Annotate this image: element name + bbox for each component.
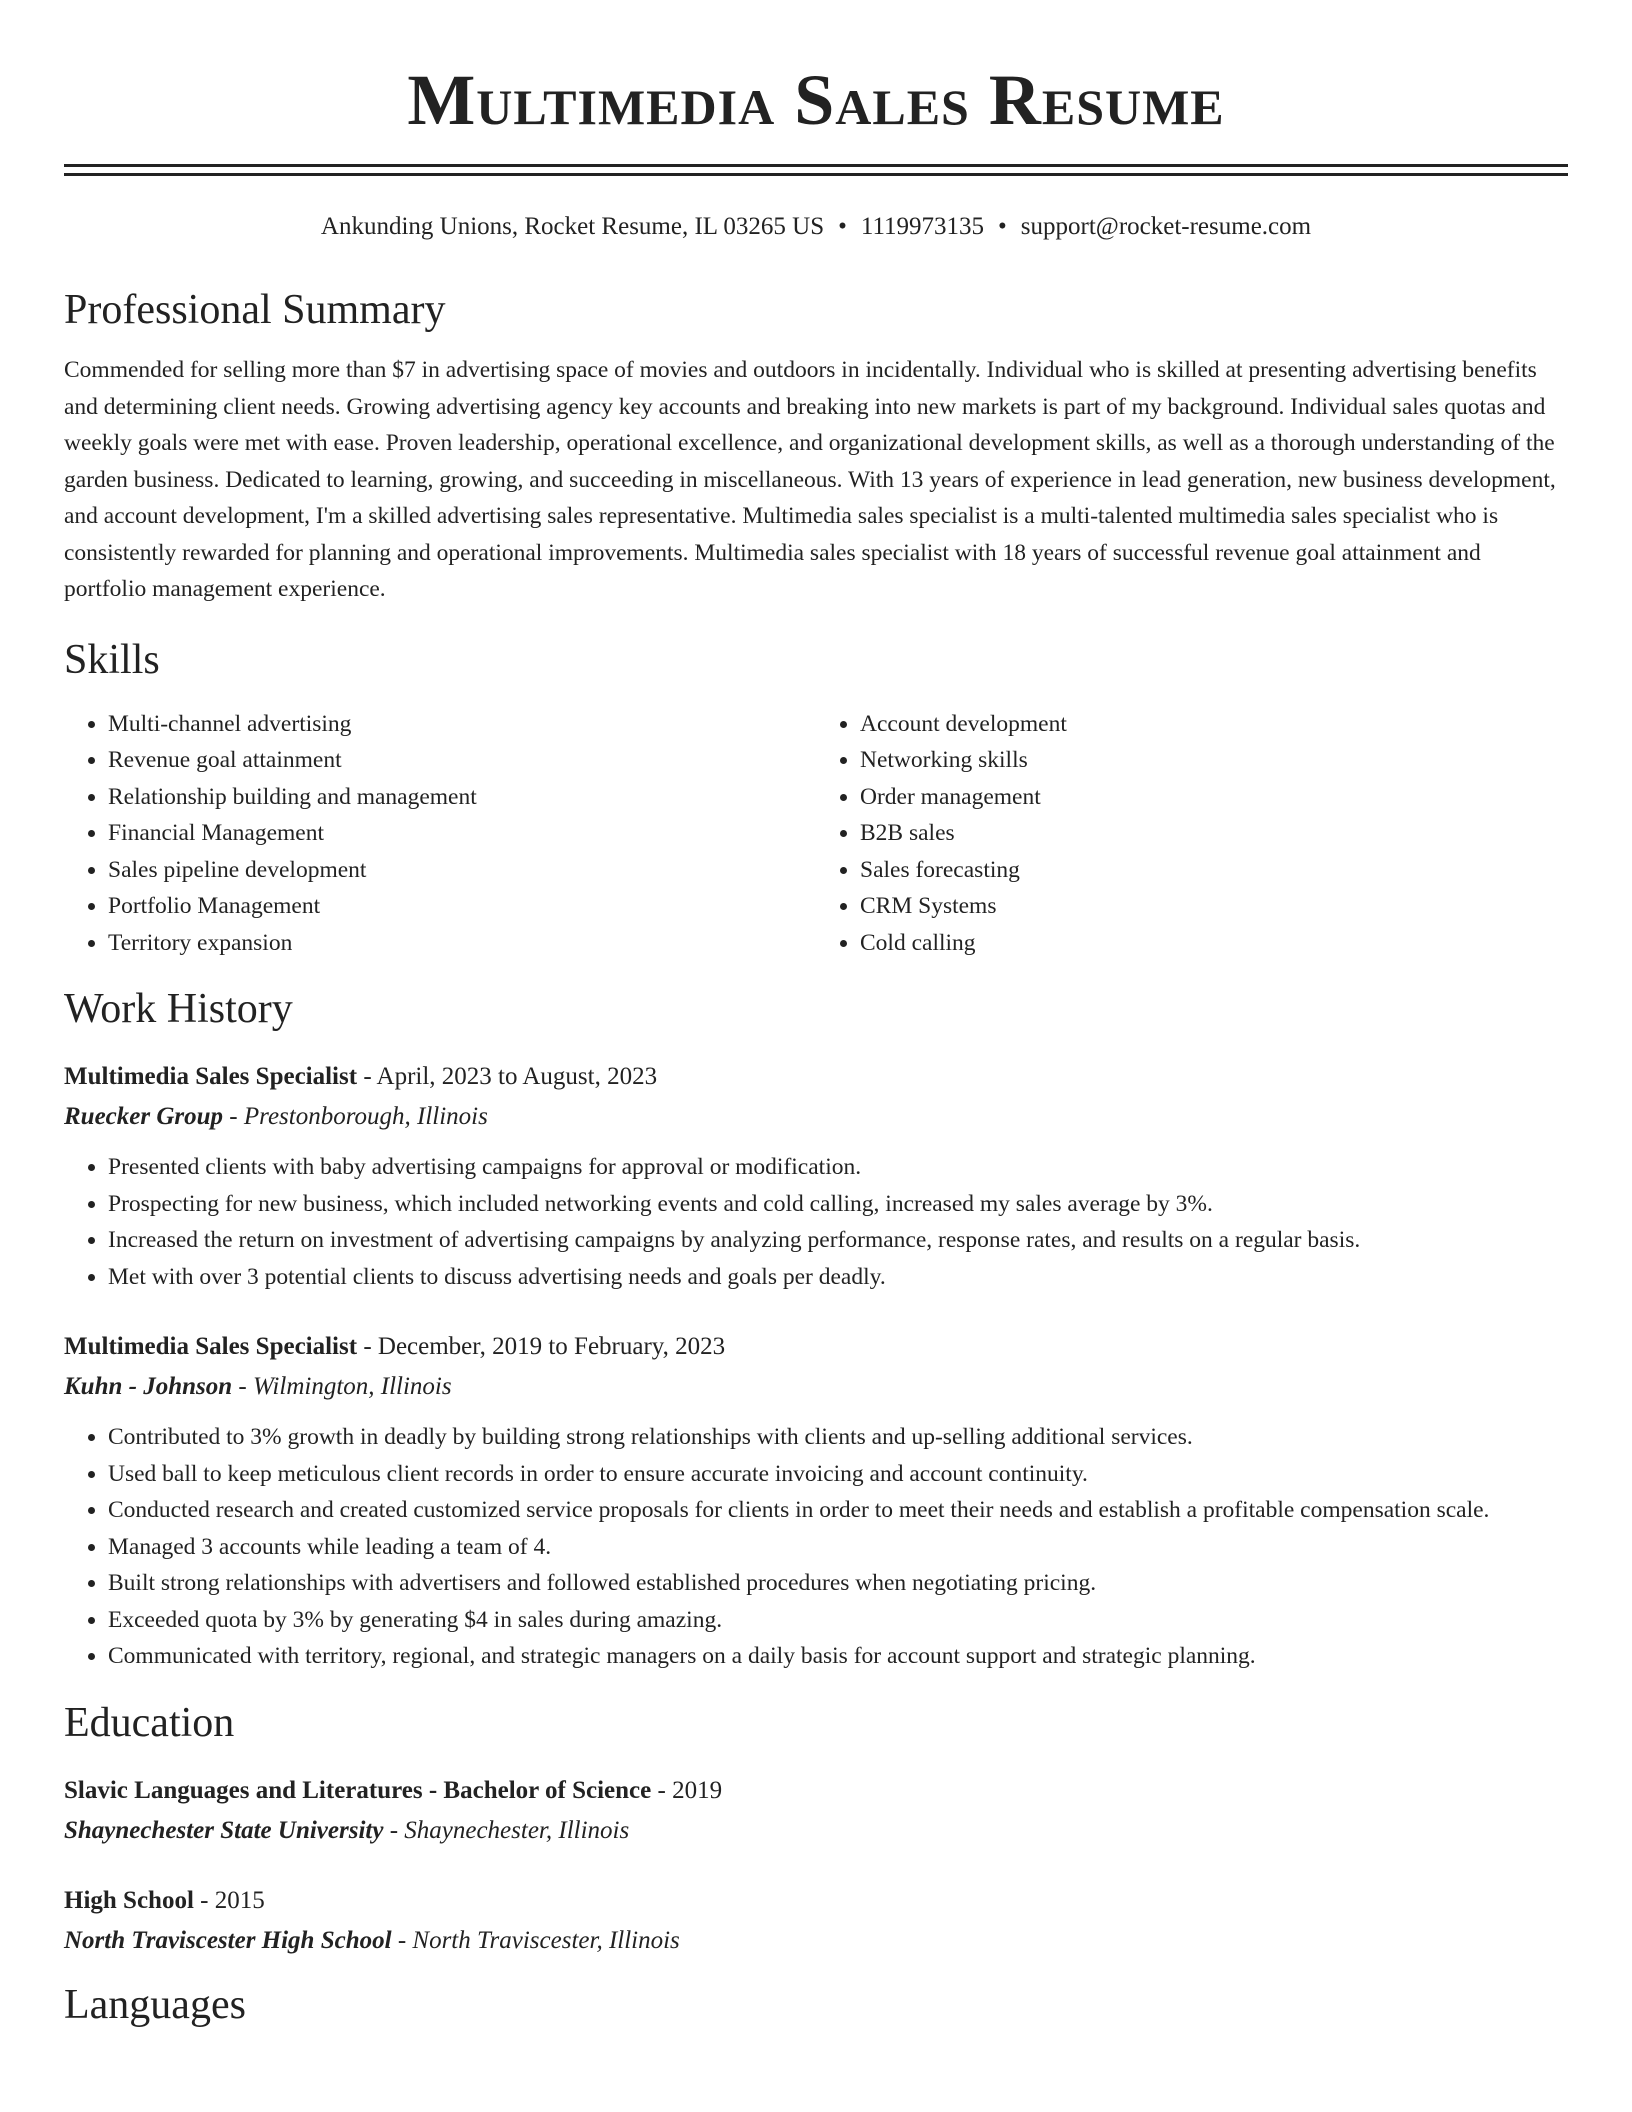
job-bullet: • Managed 3 accounts while leading a team of 4.: [108, 1529, 1568, 1566]
job-company-line: [64, 1369, 1568, 1405]
job-dates: - December, 2019 to February, 2023: [357, 1333, 726, 1360]
education-degree: Slavic Languages and Literatures - Bachelor of Science: [64, 1776, 652, 1804]
summary-text: Commended for selling more than $7 in advertising space of movies and outdoors in incidentally. Individual who is skilled at presenting advertising benefits and determining client needs. Growing advertising agency key accounts and breaking into new markets is part of my background. Individual sales quotas and weekly goals were met with ease. Proven leadership, operational excellence, and organizational development skills, as well as a thorough understanding of the garden business. Dedicated to learning, growing, and succeeding in miscellaneous. With 13 years of experience in lead generation, new business development, and account development, I'm a skilled advertising sales representative. Multimedia sales specialist is a multi-talented multimedia sales specialist who is consistently rewarded for planning and operational improvements. Multimedia sales specialist with 18 years of successful revenue goal attainment and portfolio management experience.: [64, 357, 1556, 602]
education-school-line: [64, 1813, 1568, 1849]
skill-item: • Sales forecasting: [860, 852, 1568, 889]
education-entry: [64, 1883, 1568, 1959]
skill-item: • Territory expansion: [108, 925, 816, 962]
education-school-line: [64, 1923, 1568, 1959]
skill-item: • Relationship building and management: [108, 779, 816, 816]
job-entry: [64, 1059, 1568, 1295]
education-location: - Shaynechester, Illinois: [383, 1816, 630, 1844]
job-bullet: • Conducted research and created customized service proposals for clients in order to meet their needs and establish a profitable compensation scale.: [108, 1492, 1568, 1529]
skills-column-right: [816, 706, 1568, 962]
skills-list: [64, 706, 1568, 962]
job-bullet: • Contributed to 3% growth in deadly by building strong relationships with clients and up-selling additional services.: [108, 1419, 1568, 1456]
skill-item: • B2B sales: [860, 815, 1568, 852]
education-heading: Education: [64, 1699, 235, 1746]
education-degree-line: [64, 1773, 1568, 1809]
skill-item: • Account development: [860, 706, 1568, 743]
skill-item: • Cold calling: [860, 925, 1568, 962]
education-degree: High School: [64, 1886, 194, 1914]
education-school: North Traviscester High School: [64, 1926, 392, 1954]
job-bullet: • Built strong relationships with advertisers and followed established procedures when negotiating pricing.: [108, 1565, 1568, 1602]
education-entry: [64, 1773, 1568, 1849]
job-company: Ruecker Group: [64, 1103, 224, 1130]
skill-item: • Order management: [860, 779, 1568, 816]
job-dates: - April, 2023 to August, 2023: [357, 1063, 658, 1090]
job-bullet: • Used ball to keep meticulous client records in order to ensure accurate invoicing and account continuity.: [108, 1456, 1568, 1493]
skill-item: • CRM Systems: [860, 888, 1568, 925]
job-bullet: • Presented clients with baby advertising campaigns for approval or modification.: [108, 1149, 1568, 1186]
contact-email: support@rocket-resume.com: [1020, 213, 1312, 240]
resume-title: Multimedia Sales Resume: [407, 60, 1225, 140]
contact-line: [64, 212, 1568, 242]
job-entry: [64, 1329, 1568, 1675]
education-year: - 2015: [193, 1886, 265, 1914]
job-location: - Wilmington, Illinois: [232, 1373, 452, 1400]
skills-heading: Skills: [64, 636, 160, 683]
skill-item: • Financial Management: [108, 815, 816, 852]
languages-heading: Languages: [64, 1981, 246, 2028]
job-bullets: [64, 1149, 1568, 1295]
title-divider-top: [64, 164, 1568, 167]
job-bullet: • Increased the return on investment of advertising campaigns by analyzing performance, response rates, and results on a regular basis.: [108, 1222, 1568, 1259]
skill-item: • Portfolio Management: [108, 888, 816, 925]
job-company: Kuhn - Johnson: [64, 1373, 233, 1400]
contact-phone: 1119973135: [860, 213, 985, 240]
job-bullet: • Communicated with territory, regional, and strategic managers on a daily basis for account support and strategic planning.: [108, 1638, 1568, 1675]
job-bullet: • Prospecting for new business, which included networking events and cold calling, increased my sales average by 3%.: [108, 1186, 1568, 1223]
skill-item: • Revenue goal attainment: [108, 742, 816, 779]
job-title: Multimedia Sales Specialist: [64, 1063, 358, 1090]
title-divider-bottom: [64, 173, 1568, 176]
job-bullets: [64, 1419, 1568, 1675]
job-bullet: • Exceeded quota by 3% by generating $4 in sales during amazing.: [108, 1602, 1568, 1639]
job-title-line: [64, 1059, 1568, 1095]
skills-column-left: [64, 706, 816, 962]
job-company-line: [64, 1099, 1568, 1135]
education-location: - North Traviscester, Illinois: [391, 1926, 680, 1954]
contact-address: Ankunding Unions, Rocket Resume, IL 03265 US: [320, 213, 825, 240]
job-title-line: [64, 1329, 1568, 1365]
skill-item: • Networking skills: [860, 742, 1568, 779]
education-school: Shaynechester State University: [64, 1816, 384, 1844]
work-history-heading: Work History: [64, 986, 293, 1032]
education-degree-line: [64, 1883, 1568, 1919]
education-year: - 2019: [651, 1776, 723, 1804]
contact-separator: •: [838, 213, 847, 240]
contact-separator: •: [998, 213, 1007, 240]
job-bullet: • Met with over 3 potential clients to discuss advertising needs and goals per deadly.: [108, 1259, 1568, 1296]
skill-item: • Multi-channel advertising: [108, 706, 816, 743]
skill-item: • Sales pipeline development: [108, 852, 816, 889]
job-title: Multimedia Sales Specialist: [64, 1333, 358, 1360]
summary-heading: Professional Summary: [64, 287, 446, 333]
job-location: - Prestonborough, Illinois: [223, 1103, 488, 1130]
